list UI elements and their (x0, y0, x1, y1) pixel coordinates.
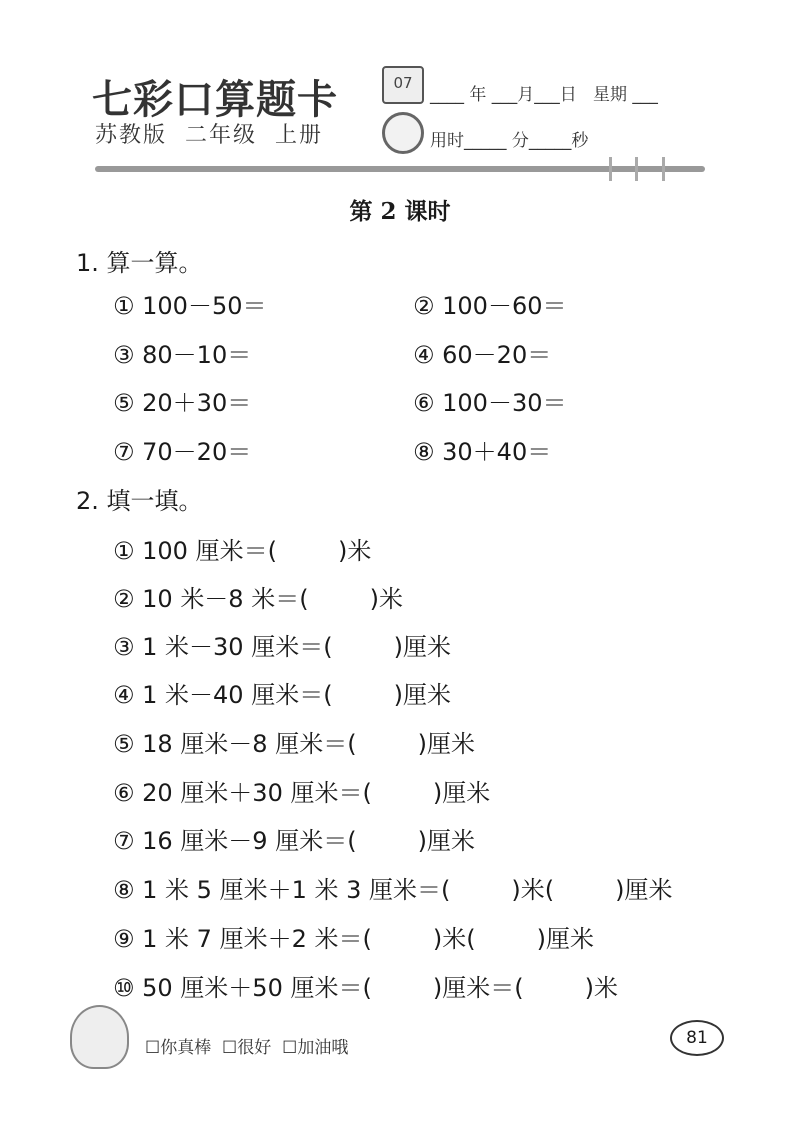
divider-pin (609, 157, 612, 181)
page-number: 81 (670, 1020, 724, 1056)
problem: ⑥ 100－30＝ (413, 389, 567, 417)
problem: ② 100－60＝ (413, 292, 567, 320)
lesson-title: 第 2 课时 (349, 198, 451, 225)
fill-problem: ① 100 厘米＝( )米 (113, 537, 372, 565)
problem: ⑤ 20＋30＝ (113, 389, 252, 417)
fill-problem: ② 10 米－8 米＝( )米 (113, 585, 403, 613)
fill-problem: ⑤ 18 厘米－8 厘米＝( )厘米 (113, 730, 475, 758)
divider-pin (662, 157, 665, 181)
problem: ① 100－50＝ (113, 292, 267, 320)
header-divider (95, 166, 705, 172)
divider-pin (635, 157, 638, 181)
problem: ⑦ 70－20＝ (113, 438, 252, 466)
section-2-title: 2. 填一填。 (76, 487, 203, 515)
fill-problem: ⑨ 1 米 7 厘米＋2 米＝( )米( )厘米 (113, 925, 594, 953)
logo: 七彩口算题卡 (92, 76, 338, 123)
problem: ⑧ 30＋40＝ (413, 438, 552, 466)
rating-checkboxes[interactable]: ☐你真棒 ☐很好 ☐加油哦 (145, 1038, 349, 1058)
clock-icon (382, 112, 424, 154)
date-line: ____ 年 ___月___日 星期 ___ (430, 85, 658, 105)
mascot-illustration (70, 1005, 129, 1069)
fill-problem: ④ 1 米－40 厘米＝( )厘米 (113, 681, 451, 709)
edition-subtitle: 苏教版 二年级 上册 (95, 123, 323, 148)
fill-problem: ③ 1 米－30 厘米＝( )厘米 (113, 633, 451, 661)
calendar-icon: 07 (382, 66, 424, 104)
problem: ④ 60－20＝ (413, 341, 552, 369)
time-line: 用时_____ 分_____秒 (430, 131, 589, 151)
fill-problem: ⑥ 20 厘米＋30 厘米＝( )厘米 (113, 779, 491, 807)
problem: ③ 80－10＝ (113, 341, 252, 369)
fill-problem: ⑦ 16 厘米－9 厘米＝( )厘米 (113, 827, 475, 855)
fill-problem: ⑩ 50 厘米＋50 厘米＝( )厘米＝( )米 (113, 974, 618, 1002)
fill-problem: ⑧ 1 米 5 厘米＋1 米 3 厘米＝( )米( )厘米 (113, 876, 673, 904)
section-1-title: 1. 算一算。 (76, 249, 203, 277)
